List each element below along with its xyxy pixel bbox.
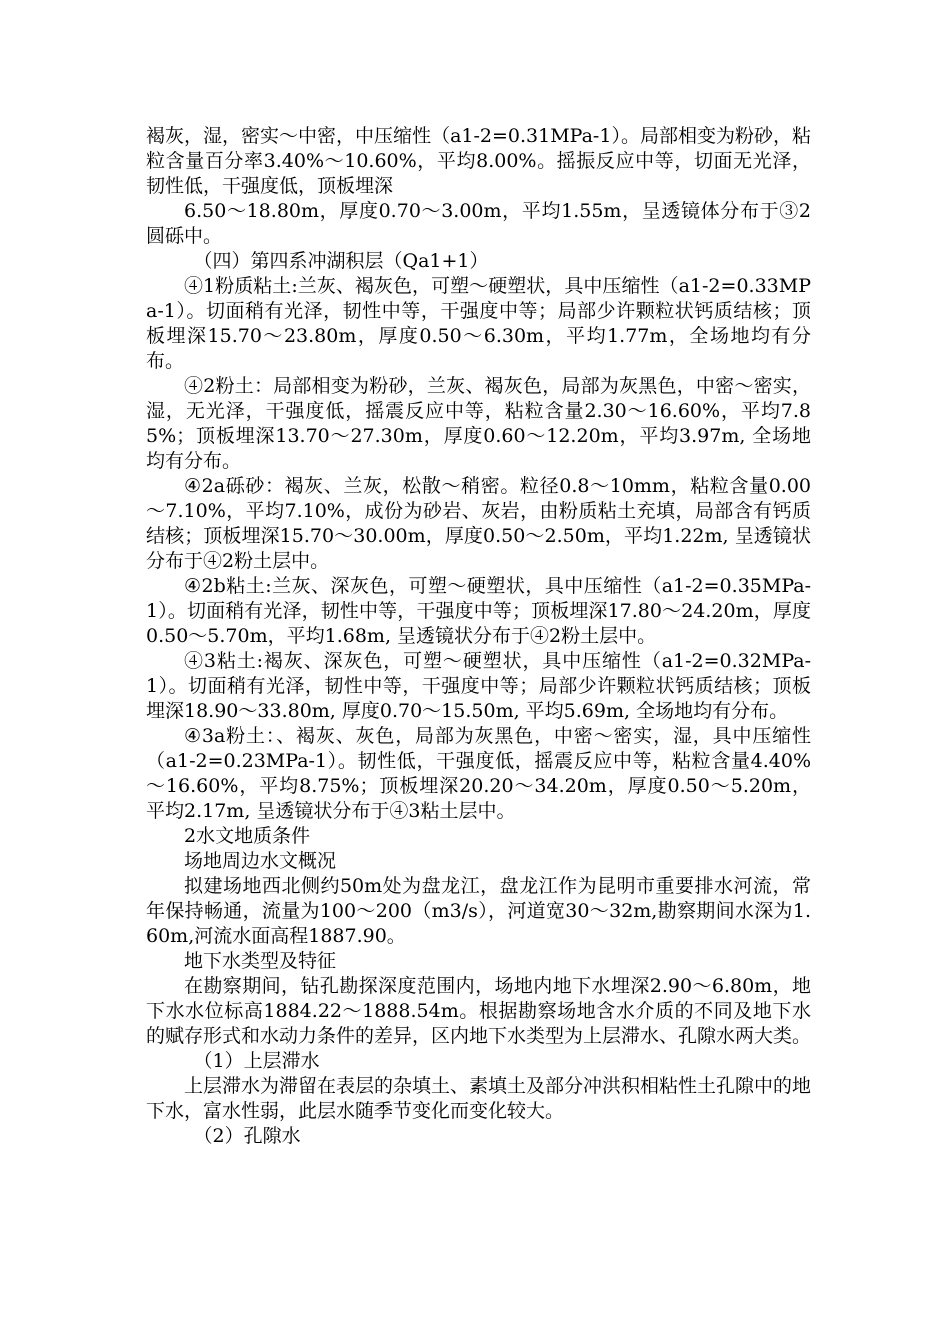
paragraph-layer-4-1-silty-clay: ④1粉质粘土:兰灰、褐灰色，可塑～硬塑状，具中压缩性（a1-2=0.33MPa-1）。切面稍有光泽，韧性中等，干强度中等；局部少许颗粒状钙质结核；顶板埋深15.70～23.80m，厚度0.50～6.30m，平均1.77m，全场地均有分布。 — [146, 275, 811, 372]
paragraph-layer-4-2a-gravel-sand: ④2a砾砂：褐灰、兰灰，松散～稍密。粒径0.8～10mm，粘粒含量0.00～7.10%，平均7.10%，成份为砂岩、灰岩，由粉质粘土充填，局部含有钙质结核；顶板埋深15.70～30.00m，厚度0.50～2.50m，平均1.22m, 呈透镜状分布于④2粉土层中。 — [146, 475, 811, 572]
section-heading-hydrogeology: 2水文地质条件 — [184, 825, 311, 847]
document-body — [146, 124, 811, 1149]
subheading-surrounding-hydrology: 场地周边水文概况 — [184, 850, 337, 872]
paragraph-layer-4-3a-silt: ④3a粉土：、褐灰、灰色，局部为灰黑色，中密～密实，湿，具中压缩性（a1-2=0.23MPa-1）。韧性低，干强度低，摇震反应中等，粘粒含量4.40%～16.60%，平均8.75%；顶板埋深20.20～34.20m，厚度0.50～5.20m，平均2.17m, 呈透镜状分布于④3粘土层中。 — [146, 725, 811, 822]
paragraph-layer-4-2-silt: ④2粉土：局部相变为粉砂，兰灰、褐灰色，局部为灰黑色，中密～密实，湿，无光泽，干强度低，摇震反应中等，粘粒含量2.30～16.60%，平均7.85%；顶板埋深13.70～27.30m，厚度0.60～12.20m，平均3.97m, 全场地均有分布。 — [146, 375, 811, 472]
paragraph-layer-4-2b-clay: ④2b粘土:兰灰、深灰色，可塑～硬塑状，具中压缩性（a1-2=0.35MPa-1）。切面稍有光泽，韧性中等，干强度中等；顶板埋深17.80～24.20m，厚度0.50～5.70m，平均1.68m, 呈透镜状分布于④2粉土层中。 — [146, 575, 811, 647]
paragraph-silt-layer-description: 褐灰，湿，密实～中密，中压缩性（a1-2=0.31MPa-1）。局部相变为粉砂，粘粒含量百分率3.40%～10.60%，平均8.00%。摇振反应中等，切面无光泽，韧性低，干强度低，顶板埋深 — [146, 125, 811, 197]
paragraph-panlong-river: 拟建场地西北侧约50m处为盘龙江，盘龙江作为昆明市重要排水河流，常年保持畅通，流量为100～200（m3/s），河道宽30～32m,勘察期间水深为1.60m,河流水面高程1887.90。 — [146, 875, 811, 947]
section-heading-quaternary-lacustrine: （四）第四系冲湖积层（Qa1+1） — [193, 250, 489, 272]
subheading-groundwater-types: 地下水类型及特征 — [184, 950, 337, 972]
subheading-perched-water: （1）上层滞水 — [193, 1050, 320, 1072]
paragraph-groundwater-depth: 在勘察期间，钻孔勘探深度范围内，场地内地下水埋深2.90～6.80m，地下水水位标高1884.22～1888.54m。根据勘察场地含水介质的不同及地下水的赋存形式和水动力条件的差异，区内地下水类型为上层滞水、孔隙水两大类。 — [146, 975, 812, 1047]
subheading-pore-water: （2）孔隙水 — [193, 1125, 301, 1147]
paragraph-perched-water: 上层滞水为滞留在表层的杂填土、素填土及部分冲洪积相粘性土孔隙中的地下水，富水性弱，此层水随季节变化而变化较大。 — [146, 1075, 812, 1122]
paragraph-silt-layer-depth: 6.50～18.80m，厚度0.70～3.00m，平均1.55m，呈透镜体分布于③2圆砾中。 — [146, 200, 811, 247]
paragraph-layer-4-3-clay: ④3粘土:褐灰、深灰色，可塑～硬塑状，具中压缩性（a1-2=0.32MPa-1）。切面稍有光泽，韧性中等，干强度中等；局部少许颗粒状钙质结核；顶板埋深18.90～33.80m, 厚度0.70～15.50m, 平均5.69m, 全场地均有分布。 — [146, 650, 811, 722]
